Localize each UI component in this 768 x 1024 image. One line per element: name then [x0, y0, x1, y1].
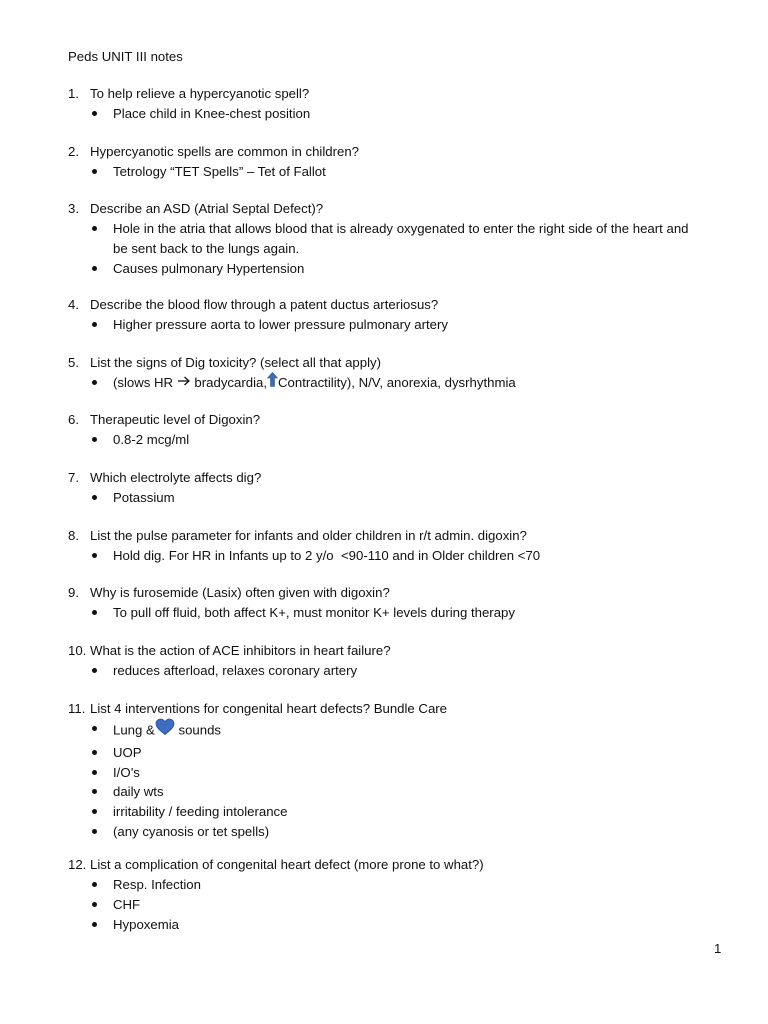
- question-number: 6.: [68, 412, 79, 427]
- answer-item: [68, 822, 718, 842]
- answer-list: [68, 661, 718, 681]
- question-text: Which electrolyte affects dig?: [90, 470, 262, 485]
- answer-list: [68, 603, 718, 623]
- answer-text: irritability / feeding intolerance: [113, 804, 288, 820]
- question-number: 4.: [68, 297, 79, 312]
- bullet-icon: [92, 169, 97, 174]
- bullet-icon: [92, 610, 97, 615]
- question-text: Therapeutic level of Digoxin?: [90, 412, 261, 427]
- bullet-icon: [92, 922, 97, 927]
- answer-text: (any cyanosis or tet spells): [113, 823, 270, 839]
- question-number: 10.: [68, 643, 87, 658]
- bullet-icon: [92, 322, 97, 327]
- answer-item: [68, 488, 718, 508]
- question-number: 3.: [68, 201, 79, 216]
- answer-item: [68, 315, 718, 335]
- answer-text-part: bradycardia,: [194, 375, 267, 390]
- answer-list: [68, 315, 718, 335]
- answer-item: [68, 915, 718, 935]
- bullet-icon: [92, 726, 97, 731]
- bullet-icon: [92, 902, 97, 907]
- question-line: [68, 410, 718, 430]
- question-line: [68, 142, 718, 162]
- question-text: List the signs of Dig toxicity? (select all that apply): [90, 355, 381, 370]
- document-title: Peds UNIT III notes: [68, 49, 183, 64]
- answer-list: [68, 430, 718, 450]
- answer-text: Potassium: [113, 490, 175, 505]
- question-1: [68, 84, 718, 124]
- answer-text: daily wts: [113, 784, 164, 800]
- answer-list: [68, 162, 718, 182]
- question-9: [68, 583, 718, 623]
- answer-item: [68, 430, 718, 450]
- bullet-icon: [92, 882, 97, 887]
- bullet-icon: [92, 380, 97, 385]
- question-line: [68, 199, 718, 219]
- question-line: [68, 353, 718, 373]
- answer-item: [68, 104, 718, 124]
- bullet-icon: [92, 789, 97, 794]
- question-number: 11.: [68, 701, 86, 716]
- answer-item: [68, 373, 718, 394]
- question-10: [68, 641, 718, 681]
- up-arrow-icon: [267, 372, 278, 393]
- answer-list: [68, 373, 718, 394]
- answer-text: Place child in Knee-chest position: [113, 106, 311, 121]
- bullet-icon: [92, 111, 97, 116]
- question-text: List a complication of congenital heart defect (more prone to what?): [90, 857, 484, 872]
- question-12: [68, 855, 718, 934]
- question-number: 8.: [68, 528, 79, 543]
- question-text: List 4 interventions for congenital heart defects? Bundle Care: [90, 701, 448, 716]
- bullet-icon: [92, 829, 97, 834]
- question-text: Why is furosemide (Lasix) often given with digoxin?: [90, 585, 390, 600]
- answer-text: CHF: [113, 896, 141, 912]
- answer-text: I/O’s: [113, 764, 140, 780]
- answer-text-part: (slows HR: [113, 375, 174, 390]
- answer-item: [68, 661, 718, 681]
- question-4: [68, 295, 718, 335]
- answer-item: [68, 603, 718, 623]
- answer-list: [68, 719, 718, 842]
- answer-list: [68, 104, 718, 124]
- question-line: [68, 855, 718, 875]
- question-7: [68, 468, 718, 508]
- question-5: [68, 353, 718, 394]
- question-text: List the pulse parameter for infants and older children in r/t admin. digoxin?: [90, 528, 527, 543]
- question-number: 12.: [68, 857, 87, 872]
- question-number: 9.: [68, 585, 79, 600]
- bullet-icon: [92, 553, 97, 558]
- question-number: 7.: [68, 470, 79, 485]
- question-line: [68, 583, 718, 603]
- answer-item: [68, 802, 718, 822]
- answer-text-part: Lung &: [113, 722, 155, 738]
- answer-item: [68, 219, 703, 259]
- answer-item: [68, 875, 718, 895]
- question-text: Describe an ASD (Atrial Septal Defect)?: [90, 201, 324, 216]
- answer-item: [68, 895, 718, 915]
- answer-text: Hole in the atria that allows blood that is already oxygenated to enter the right side of the heart and be sent back to the lungs again.: [113, 221, 689, 256]
- question-8: [68, 526, 718, 566]
- answer-item: [68, 162, 718, 182]
- answer-text: Resp. Infection: [113, 877, 201, 892]
- bullet-icon: [92, 495, 97, 500]
- answer-text: Hold dig. For HR in Infants up to 2 y/o <90-110 and in Older children <70: [113, 548, 541, 563]
- question-number: 2.: [68, 144, 79, 159]
- answer-list: [68, 546, 718, 566]
- question-number: 1.: [68, 86, 79, 101]
- answer-item: [68, 763, 718, 783]
- answer-item: [68, 782, 718, 802]
- right-arrow-icon: [177, 373, 191, 393]
- answer-list: [68, 875, 718, 934]
- bullet-icon: [92, 668, 97, 673]
- question-text: To help relieve a hypercyanotic spell?: [90, 86, 310, 101]
- bullet-icon: [92, 226, 97, 231]
- bullet-icon: [92, 809, 97, 814]
- answer-text: Hypoxemia: [113, 916, 179, 932]
- answer-item: [68, 259, 718, 279]
- question-11: [68, 699, 718, 842]
- answer-item: [68, 546, 718, 566]
- question-line: [68, 295, 718, 315]
- answer-text: To pull off fluid, both affect K+, must monitor K+ levels during therapy: [113, 605, 515, 620]
- question-line: [68, 468, 718, 488]
- bullet-icon: [92, 750, 97, 755]
- question-2: [68, 142, 718, 182]
- heart-icon: [155, 718, 175, 742]
- question-3: [68, 199, 718, 278]
- answer-text: Causes pulmonary Hypertension: [113, 260, 305, 276]
- answer-list: [68, 488, 718, 508]
- answer-item: [68, 719, 718, 743]
- question-text: Describe the blood flow through a patent ductus arteriosus?: [90, 297, 439, 312]
- answer-text-part: sounds: [178, 722, 222, 738]
- answer-text-part: Contractility), N/V, anorexia, dysrhythmia: [278, 375, 516, 390]
- question-line: [68, 526, 718, 546]
- question-number: 5.: [68, 355, 79, 370]
- question-line: [68, 84, 718, 104]
- bullet-icon: [92, 266, 97, 271]
- question-text: What is the action of ACE inhibitors in heart failure?: [90, 643, 391, 658]
- bullet-icon: [92, 770, 97, 775]
- answer-list: [68, 219, 718, 278]
- answer-text: UOP: [113, 744, 142, 760]
- question-line: [68, 699, 718, 719]
- answer-text: 0.8-2 mcg/ml: [113, 432, 190, 447]
- question-6: [68, 410, 718, 450]
- answer-text: reduces afterload, relaxes coronary artery: [113, 663, 358, 678]
- page-number: 1: [714, 941, 722, 956]
- answer-text: Higher pressure aorta to lower pressure pulmonary artery: [113, 317, 448, 332]
- question-text: Hypercyanotic spells are common in children?: [90, 144, 359, 159]
- answer-text: Tetrology “TET Spells” – Tet of Fallot: [113, 164, 326, 179]
- question-line: [68, 641, 718, 661]
- bullet-icon: [92, 437, 97, 442]
- answer-item: [68, 743, 718, 763]
